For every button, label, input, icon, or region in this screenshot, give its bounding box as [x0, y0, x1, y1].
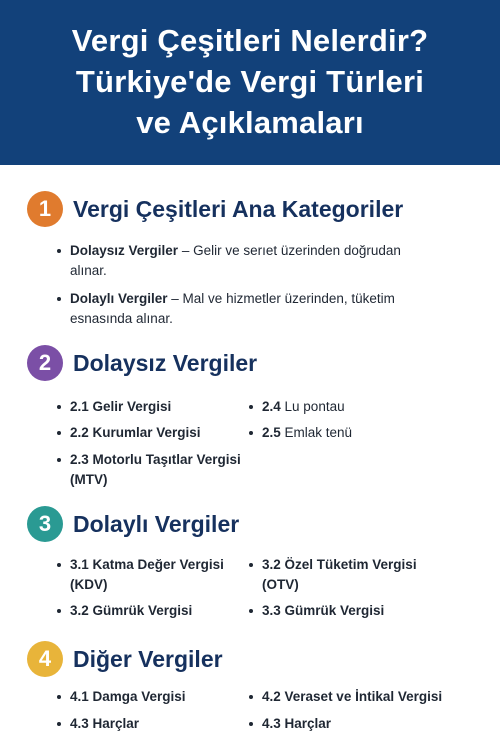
term-description: – Mal ve hizmetler üzerinden, tüketim	[167, 291, 395, 306]
list-item: 3.1 Katma Değer Vergisi (KDV)	[70, 555, 224, 595]
section-header	[0, 191, 500, 231]
list-item: 2.2 Kurumlar Vergisi	[70, 423, 201, 443]
list-item: 3.2 Özel Tüketim Vergisi (OTV)	[262, 555, 417, 595]
term-description-cont: esnasında alınar.	[70, 311, 173, 326]
list-item: 2.5 Emlak tenü	[262, 423, 352, 443]
section-number-badge: 2	[27, 345, 63, 381]
section-title: Vergi Çeşitleri Ana Kategoriler	[73, 196, 404, 222]
section-title: Dolaylı Vergiler	[73, 511, 240, 537]
list-item: 4.3 Harçlar	[262, 714, 331, 734]
list-item: 3.3 Gümrük Vergisi	[262, 601, 384, 621]
list-item: 4.1 Damga Vergisi	[70, 687, 186, 707]
list-item: 3.2 Gümrük Vergisi	[70, 601, 192, 621]
list-item: 2.4 Lu pontau	[262, 397, 345, 417]
list-item: 4.3 Harçlar	[70, 714, 139, 734]
list-item	[70, 289, 450, 329]
list-item: 2.1 Gelir Vergisi	[70, 397, 171, 417]
list-item: 2.3 Motorlu Taşıtlar Vergisi (MTV)	[70, 450, 241, 490]
page-header	[0, 0, 500, 165]
term-description: – Gelir ve serıet üzerinden doğrudan	[178, 243, 401, 258]
section-header	[0, 506, 500, 546]
section-main-categories	[0, 191, 500, 231]
section-indirect-taxes	[0, 506, 500, 546]
term-label: Dolaysız Vergiler	[70, 243, 179, 258]
page-title-line-1: Vergi Çeşitleri Nelerdir?	[71, 23, 429, 58]
section-title: Diğer Vergiler	[73, 646, 223, 672]
list-item: 4.2 Veraset ve İntikal Vergisi	[262, 687, 442, 707]
page-title-line-3: ve Açıklamaları	[136, 105, 364, 140]
section-header	[0, 345, 500, 385]
section-title: Dolaysız Vergiler	[73, 350, 258, 376]
section-number-badge: 4	[27, 641, 63, 677]
section-direct-taxes	[0, 345, 500, 385]
term-label: Dolaylı Vergiler	[70, 291, 168, 306]
list-item	[70, 241, 450, 281]
section-header	[0, 641, 500, 681]
page-title-line-2: Türkiye'de Vergi Türleri	[75, 64, 425, 99]
section-other-taxes	[0, 641, 500, 681]
section-number-badge: 1	[27, 191, 63, 227]
term-description-cont: alınar.	[70, 263, 107, 278]
section-number-badge: 3	[27, 506, 63, 542]
